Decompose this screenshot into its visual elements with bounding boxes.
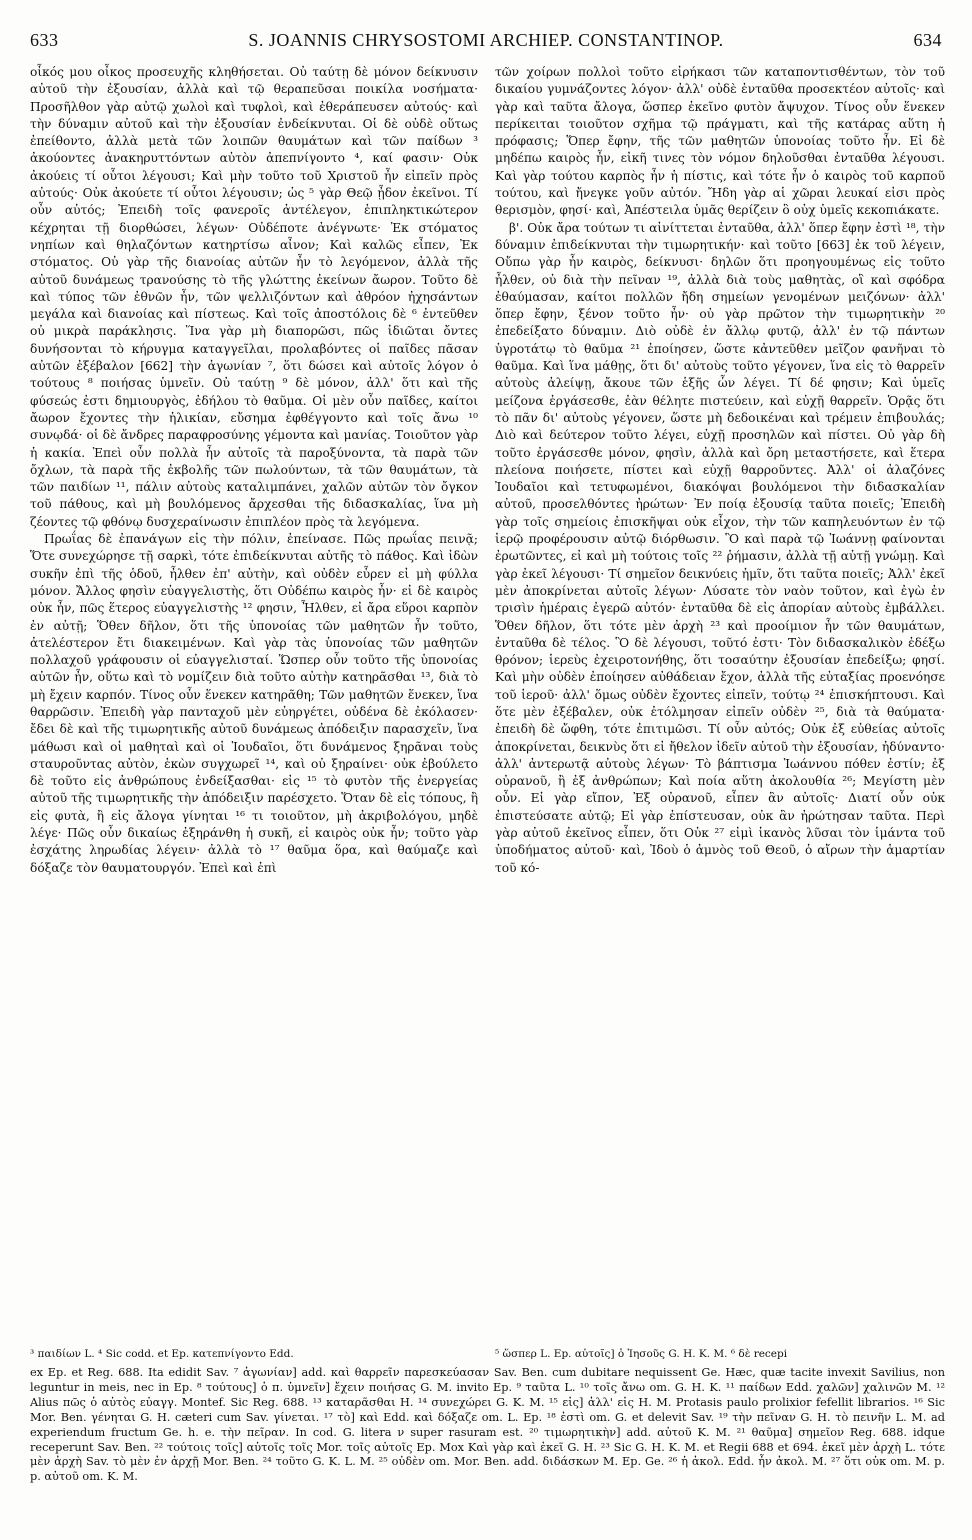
page-header <box>30 30 942 56</box>
running-title: S. JOANNIS CHRYSOSTOMI ARCHIEP. CONSTANTINOP. <box>248 30 724 50</box>
right-column-footnote: ⁵ ὥσπερ L. Ep. αὐτοῖς] ὁ Ἰησοῦς G. H. K. M. ⁶ δὲ recepi <box>495 1348 788 1360</box>
footnotes-block <box>30 1366 945 1485</box>
page-number-right: 634 <box>913 30 942 50</box>
footnotes-text: ex Ep. et Reg. 688. Ita edidit Sav. ⁷ ἀγωνίαν] add. καὶ θαρρεῖν παρεσκεύασαν Sav. Ben. cum dubitare nequissent Ge. Hæc, quæ tacite invexit Savilius, non leguntur in meis, nec in Ep. ⁸ τούτους] ὁ π. ὑμνεῖν] ἔχειν ποιήσας G. M. invito Ep. ⁹ ταῦτα L. ¹⁰ τοῖς ἄνω om. G. H. K. ¹¹ παίδων Edd. χαλῶν] χαλινῶν M. ¹² Alius πῶς ὁ αὐτὸς εὐαγγ. Montef. Sic Reg. 688. ¹³ καταρᾶσθαι H. ¹⁴ συνεχώρει G. K. M. ¹⁵ εἰς] ἀλλ' εἰς H. M. Protasis paulo prolixior fefellit librarios. ¹⁶ Sic Mor. Ben. γένηται G. H. cæteri cum Sav. γίνεται. ¹⁷ τὸ] καὶ Edd. καὶ δόξαζε om. L. Ep. ¹⁸ ἐστὶ om. G. et delevit Sav. ¹⁹ τὴν πεῖναν G. H. τὸ πεινῆν L. M. ad experiendum fructum Ge. h. e. τὴν πεῖραν. In cod. G. litera ν super rasuram est. ²⁰ τιμωρητικὴν] add. αὐτοῦ K. M. ²¹ θαῦμα] σημεῖον Reg. 688. idque receperunt Sav. Ben. ²² τούτοις τοῖς] αὐτοῖς τοῖς Mor. τοῖς αὐτοῖς Ep. Mox Καὶ γὰρ καὶ ἐκεῖ G. H. ²³ Sic G. H. K. M. et Regii 688 et 694. ἐκεῖ μὲν ἀρχὴ L. τότε μὲν ἀρχὴ Sav. τὸ μὲν ἐν ἀρχῇ Mor. Ben. ²⁴ τοῦτο G. K. L. M. ²⁵ οὐδὲν om. Mor. Ben. add. διδάσκων M. Ep. Ge. ²⁶ ἡ ἀκολ. Edd. ἦν ἀκολ. M. ²⁷ ὅτι οὐκ om. M. p. p. αὐτοῦ om. K. M. <box>30 1366 945 1484</box>
left-column-footnote: ³ παιδίων L. ⁴ Sic codd. et Ep. κατεπνίγοντο Edd. <box>30 1348 294 1360</box>
right-text-column <box>495 64 945 877</box>
left-text-column <box>30 64 478 877</box>
right-paragraph-1: τῶν χοίρων πολλοὶ τοῦτο εἰρήκασι τῶν καταποντισθέντων, τὸν τοῦ δικαίου γυμνάζοντες λόγον· ἀλλ' οὐδὲ ἐνταῦθα προσεκτέον αὐτοῖς· καὶ γὰρ καὶ ταῦτα ἄλογα, ὥσπερ ἐκεῖνο φυτὸν ἄψυχον. Τίνος οὖν ἕνεκεν περίκειται τοιοῦτον σχῆμα τῷ πράγματι, καὶ τῆς κατάρας αὕτη ἡ πρόφασις; Ὅπερ ἔφην, τῆς τῶν μαθητῶν ὑπονοίας τοῦτο ἦν. Εἰ δὲ μηδέπω καιρὸς ἦν, εἰκῆ τινες τὸν νόμον δηλοῦσθαι ἐνταῦθα λέγουσι. Καὶ γὰρ τούτου καρπὸς ἦν ἡ πίστις, καὶ τότε ἦν ὁ καιρὸς τοῦ καρποῦ τούτου, καὶ ἤνεγκε γοῦν αὐτόν. Ἤδη γὰρ αἱ χῶραι λευκαί εἰσι πρὸς θερισμὸν, φησί· καὶ, Ἀπέστειλα ὑμᾶς θερίζειν ὃ οὐχ ὑμεῖς κεκοπιάκατε. <box>495 65 945 218</box>
left-paragraph-1: οἶκός μου οἶκος προσευχῆς κληθήσεται. Οὐ ταύτῃ δὲ μόνον δείκνυσιν αὐτοῦ τὴν ἐξουσίαν, ἀλλὰ καὶ τῷ θεραπεῦσαι ποικίλα νοσήματα· Προσῆλθον γὰρ αὐτῷ χωλοὶ καὶ τυφλοὶ, καὶ ἐθεράπευσεν αὐτούς· καὶ τὴν δύναμιν αὐτοῦ καὶ τὴν ἐξουσίαν ἐνδείκνυται. Οἱ δὲ οὐδὲ οὕτως ἐπείθοντο, ἀλλὰ μετὰ τῶν λοιπῶν θαυμάτων καὶ τῶν παίδων ³ ἀκούοντες ἀνακηρυττόντων αὐτὸν ἀπεπνίγοντο ⁴, καί φασιν· Οὐκ ἀκούεις τί οὗτοι λέγουσι; Καὶ μὴν τοῦτο τοῦ Χριστοῦ ἦν εἰπεῖν πρὸς αὐτούς· Οὐκ ἀκούετε τί οὗτοι λέγουσιν; ὡς ⁵ γὰρ Θεῷ ᾖδον ἐκεῖνοι. Τί οὖν αὐτός; Ἐπειδὴ τοῖς φανεροῖς ἀντέλεγον, ἐπιπληκτικώτερον κέχρηται τῇ διορθώσει, λέγων· Οὐδέποτε ἀνέγνωτε· Ἐκ στόματος νηπίων καὶ θηλαζόντων κατηρτίσω αἶνον; Καὶ καλῶς εἶπεν, Ἐκ στόματος. Οὐ γὰρ τῆς διανοίας αὐτῶν ἦν τὸ λεγόμενον, ἀλλὰ τῆς αὐτοῦ δυνάμεως τρανούσης τὸ τῆς γλώττης ἐκείνων ἄωρον. Τοῦτο δὲ καὶ τύπος τῶν ἐθνῶν ἦν, τῶν ψελλιζόντων καὶ ἀθρόον ἠχησάντων μεγάλα καὶ διανοίας καὶ πίστεως. Καὶ τοῖς ἀποστόλοις δὲ ⁶ ἐντεῦθεν οὐ μικρὰ παράκλησις. Ἵνα γὰρ μὴ διαπορῶσι, πῶς ἰδιῶται ὄντες δυνήσονται τὸ κήρυγμα καταγγεῖλαι, προλαβόντες οἱ παῖδες πᾶσαν αὐτῶν ἐξέβαλον [662] τὴν ἀγωνίαν ⁷, ὅτι δώσει καὶ αὐτοῖς λόγον ὁ τούτους ⁸ ποιήσας ὑμνεῖν. Οὐ ταύτῃ ⁹ δὲ μόνον, ἀλλ' ὅτι καὶ τῆς φύσεώς ἐστι δημιουργὸς, ἐδήλου τὸ θαῦμα. Οἱ μὲν οὖν παῖδες, καίτοι ἄωρον ἔχοντες τὴν ἡλικίαν, εὔσημα ἐφθέγγοντο καὶ τοῖς ἄνω ¹⁰ συνῳδά· οἱ δὲ ἄνδρες παραφροσύνης γέμοντα καὶ μανίας. Τοιοῦτον γὰρ ἡ κακία. Ἐπεὶ οὖν πολλὰ ἦν αὐτοῖς τὰ παροξύνοντα, τὰ παρὰ τῶν ὄχλων, τὰ παρὰ τῆς ἐκβολῆς τῶν πωλούντων, τὰ τῶν θαυμάτων, τὰ τῶν παιδίων ¹¹, πάλιν αὐτοὺς καταλιμπάνει, χαλῶν αὐτῶν τὸν ὄγκον τοῦ πάθους, καὶ μὴ βουλόμενος ἄρχεσθαι τῆς διδασκαλίας, ἵνα μὴ ζέοντες τῷ φθόνῳ δυσχεραίνωσιν ἐπιπλέον πρὸς τὰ λεγόμενα. <box>30 65 478 529</box>
right-paragraph-2: β'. Οὐκ ἄρα τούτων τι αἰνίττεται ἐνταῦθα, ἀλλ' ὅπερ ἔφην ἐστὶ ¹⁸, τὴν δύναμιν ἐπιδείκνυται τὴν τιμωρητικήν· καὶ τοῦτο [663] ἐκ τοῦ λέγειν, Οὔπω γὰρ ἦν καιρὸς, δείκνυσι· δηλῶν ὅτι προηγουμένως εἰς τοῦτο ἦλθεν, οὐ διὰ τὴν πεῖναν ¹⁹, ἀλλὰ διὰ τοὺς μαθητὰς, οἳ καὶ σφόδρα ἐθαύμασαν, καίτοι πολλῶν ἤδη σημείων γενομένων μειζόνων· ἀλλ' ὅπερ ἔφην, ξένον τοῦτο ἦν· οὐ γὰρ πρῶτον τὴν τιμωρητικὴν ²⁰ ἐπεδείξατο δύναμιν. Διὸ οὐδὲ ἐν ἄλλῳ φυτῷ, ἀλλ' ἐν τῷ πάντων ὑγροτάτῳ τὸ θαῦμα ²¹ ἐποίησεν, ὥστε κἀντεῦθεν μεῖζον φανῆναι τὸ θαῦμα. Καὶ ἵνα μάθῃς, ὅτι δι' αὐτοὺς τοῦτο γέγονεν, ἵνα εἰς τὸ θαρρεῖν αὐτοὺς ἀλείψῃ, ἄκουε τῶν ἑξῆς ὧν λέγει. Τί δέ φησιν; Καὶ ὑμεῖς μείζονα ἐργάσεσθε, ἐὰν θέλητε πιστεύειν, καὶ εὐχῇ θαρρεῖν. Ὁρᾷς ὅτι τὸ πᾶν δι' αὐτοὺς γέγονεν, ὥστε μὴ δεδοικέναι καὶ τρέμειν ἐπιβουλάς; Διὸ καὶ δεύτερον τοῦτο λέγει, εὐχῇ προσηλῶν καὶ πίστει. Οὐ γὰρ δὴ τοῦτο ἐργάσεσθε μόνον, φησὶν, ἀλλὰ καὶ ὄρη μεταστήσετε, καὶ ἕτερα πλείονα ποιήσετε, πίστει καὶ εὐχῇ θαρροῦντες. Ἀλλ' οἱ ἀλαζόνες Ἰουδαῖοι καὶ τετυφωμένοι, διακόψαι βουλόμενοι τὴν διδασκαλίαν αὐτοῦ, προσελθόντες ἠρώτων· Ἐν ποίᾳ ἐξουσίᾳ ταῦτα ποιεῖς; Ἐπειδὴ γὰρ τοῖς σημείοις ἐπισκῆψαι οὐκ εἶχον, τὴν τῶν καπηλευόντων ἐν τῷ ἱερῷ προφέρουσιν αὐτῷ διόρθωσιν. Ὃ καὶ παρὰ τῷ Ἰωάννῃ φαίνονται ἐρωτῶντες, εἰ καὶ μὴ τούτοις τοῖς ²² ῥήμασιν, ἀλλὰ τῇ αὐτῇ γνώμῃ. Καὶ γὰρ ἐκεῖ λέγουσι· Τί σημεῖον δεικνύεις ἡμῖν, ὅτι ταῦτα ποιεῖς; Ἀλλ' ἐκεῖ μὲν ἀποκρίνεται αὐτοῖς λέγων· Λύσατε τὸν ναὸν τοῦτον, καὶ ἐγὼ ἐν τρισὶν ἡμέραις ἐγερῶ αὐτόν· ἐνταῦθα δὲ εἰς ἀπορίαν αὐτοὺς ἐμβάλλει. Ὅθεν δῆλον, ὅτι τότε μὲν ἀρχὴ ²³ καὶ προοίμιον ἦν τῶν θαυμάτων, ἐνταῦθα δὲ τέλος. Ὃ δὲ λέγουσι, τοῦτό ἐστι· Τὸν διδασκαλικὸν ἐδέξω θρόνον; ἱερεὺς ἐχειροτονήθης, ὅτι τοσαύτην ἐξουσίαν ἐπεδείξω; φησί. Καὶ μὴν οὐδὲν ἐποίησεν αὐθάδειαν ἔχον, ἀλλὰ τῆς εὐταξίας προενόησε τοῦ ἱεροῦ· ἀλλ' ὅμως οὐδὲν ἔχοντες εἰπεῖν, τούτῳ ²⁴ ἐπισκήπτουσι. Καὶ ὅτε μὲν ἐξέβαλεν, οὐκ ἐτόλμησαν εἰπεῖν οὐδὲν ²⁵, διὰ τὰ θαύματα· ἐπειδὴ δὲ ὤφθη, τότε ἐπιτιμῶσι. Τί οὖν αὐτός; Οὐκ ἐξ εὐθείας αὐτοῖς ἀποκρίνεται, δεικνὺς ὅτι εἰ ἤθελον ἰδεῖν αὐτοῦ τὴν ἐξουσίαν, ἠδύναντο· ἀλλ' ἀντερωτᾷ αὐτοὺς λέγων· Τὸ βάπτισμα Ἰωάννου πόθεν ἐστίν; ἐξ οὐρανοῦ, ἢ ἐξ ἀνθρώπων; Καὶ ποία αὕτη ἀκολουθία ²⁶; Μεγίστη μὲν οὖν. Εἰ γὰρ εἴπον, Ἐξ οὐρανοῦ, εἶπεν ἂν αὐτοῖς· Διατί οὖν οὐκ ἐπιστεύσατε αὐτῷ; Εἰ γὰρ ἐπίστευσαν, οὐκ ἂν ἠρώτησαν ταῦτα. Περὶ γὰρ αὐτοῦ ἐκεῖνος εἶπεν, ὅτι Οὐκ ²⁷ εἰμὶ ἱκανὸς λῦσαι τὸν ἱμάντα τοῦ ὑποδήματος αὐτοῦ· καὶ, Ἰδοὺ ὁ ἀμνὸς τοῦ Θεοῦ, ὁ αἴρων τὴν ἁμαρτίαν τοῦ κό- <box>495 220 945 875</box>
page-number-left: 633 <box>30 30 59 50</box>
left-paragraph-2: Πρωΐας δὲ ἐπανάγων εἰς τὴν πόλιν, ἐπείνασε. Πῶς πρωΐας πεινᾷ; Ὅτε συνεχώρησε τῇ σαρκὶ, τότε ἐπιδείκνυται αὐτῆς τὸ πάθος. Καὶ ἰδὼν συκῆν ἐπὶ τῆς ὁδοῦ, ἦλθεν ἐπ' αὐτὴν, καὶ οὐδὲν εὗρεν εἰ μὴ φύλλα μόνον. Ἄλλος φησὶν εὐαγγελιστὴς, ὅτι Οὐδέπω καιρὸς ἦν· εἰ δὲ καιρὸς οὐκ ἦν, πῶς ἕτερος εὐαγγελιστὴς ¹² φησιν, Ἦλθεν, εἰ ἄρα εὕροι καρπὸν ἐν αὐτῇ; Ὅθεν δῆλον, ὅτι τῆς ὑπονοίας τῶν μαθητῶν ἦν τοῦτο, ἀτελέστερον ἔτι διακειμένων. Καὶ γὰρ τὰς ὑπονοίας τῶν μαθητῶν πολλαχοῦ γράφουσιν οἱ εὐαγγελισταί. Ὥσπερ οὖν τοῦτο τῆς ὑπονοίας αὐτῶν ἦν, οὕτω καὶ τὸ νομίζειν διὰ τοῦτο αὐτὴν κατηρᾶσθαι ¹³, διὰ τὸ μὴ ἔχειν καρπόν. Τίνος οὖν ἕνεκεν κατηρᾶθη; Τῶν μαθητῶν ἕνεκεν, ἵνα θαρρῶσιν. Ἐπειδὴ γὰρ πανταχοῦ μὲν εὐηργέτει, οὐδένα δὲ ἐκόλασεν· ἔδει δὲ καὶ τῆς τιμωρητικῆς αὐτοῦ δυνάμεως ἀπόδειξιν παρασχεῖν, ἵνα μάθωσι καὶ οἱ μαθηταὶ καὶ οἱ Ἰουδαῖοι, ὅτι δυνάμενος ξηρᾶναι τοὺς σταυροῦντας αὐτὸν, ἑκὼν συγχωρεῖ ¹⁴, καὶ οὐ ξηραίνει· οὐκ ἐβούλετο δὲ τοῦτο εἰς ἀνθρώπους ἐνδείξασθαι· εἰς ¹⁵ τὸ φυτὸν τῆς ἐνεργείας αὐτοῦ τῆς τιμωρητικῆς τὴν ἀπόδειξιν παρέσχετο. Ὅταν δὲ εἰς τόπους, ἢ εἰς φυτὰ, ἢ εἰς ἄλογα γίνηται ¹⁶ τι τοιοῦτον, μὴ ἀκριβολόγου, μηδὲ λέγε· Πῶς οὖν δικαίως ἐξηράνθη ἡ συκῆ, εἰ καιρὸς οὐκ ἦν; τοῦτο γὰρ ἐσχάτης ληρωδίας λέγειν· ἀλλὰ τὸ ¹⁷ θαῦμα ὅρα, καὶ θαύμαζε καὶ δόξαζε τὸν θαυματουργόν. Ἐπεὶ καὶ ἐπὶ <box>30 532 478 875</box>
